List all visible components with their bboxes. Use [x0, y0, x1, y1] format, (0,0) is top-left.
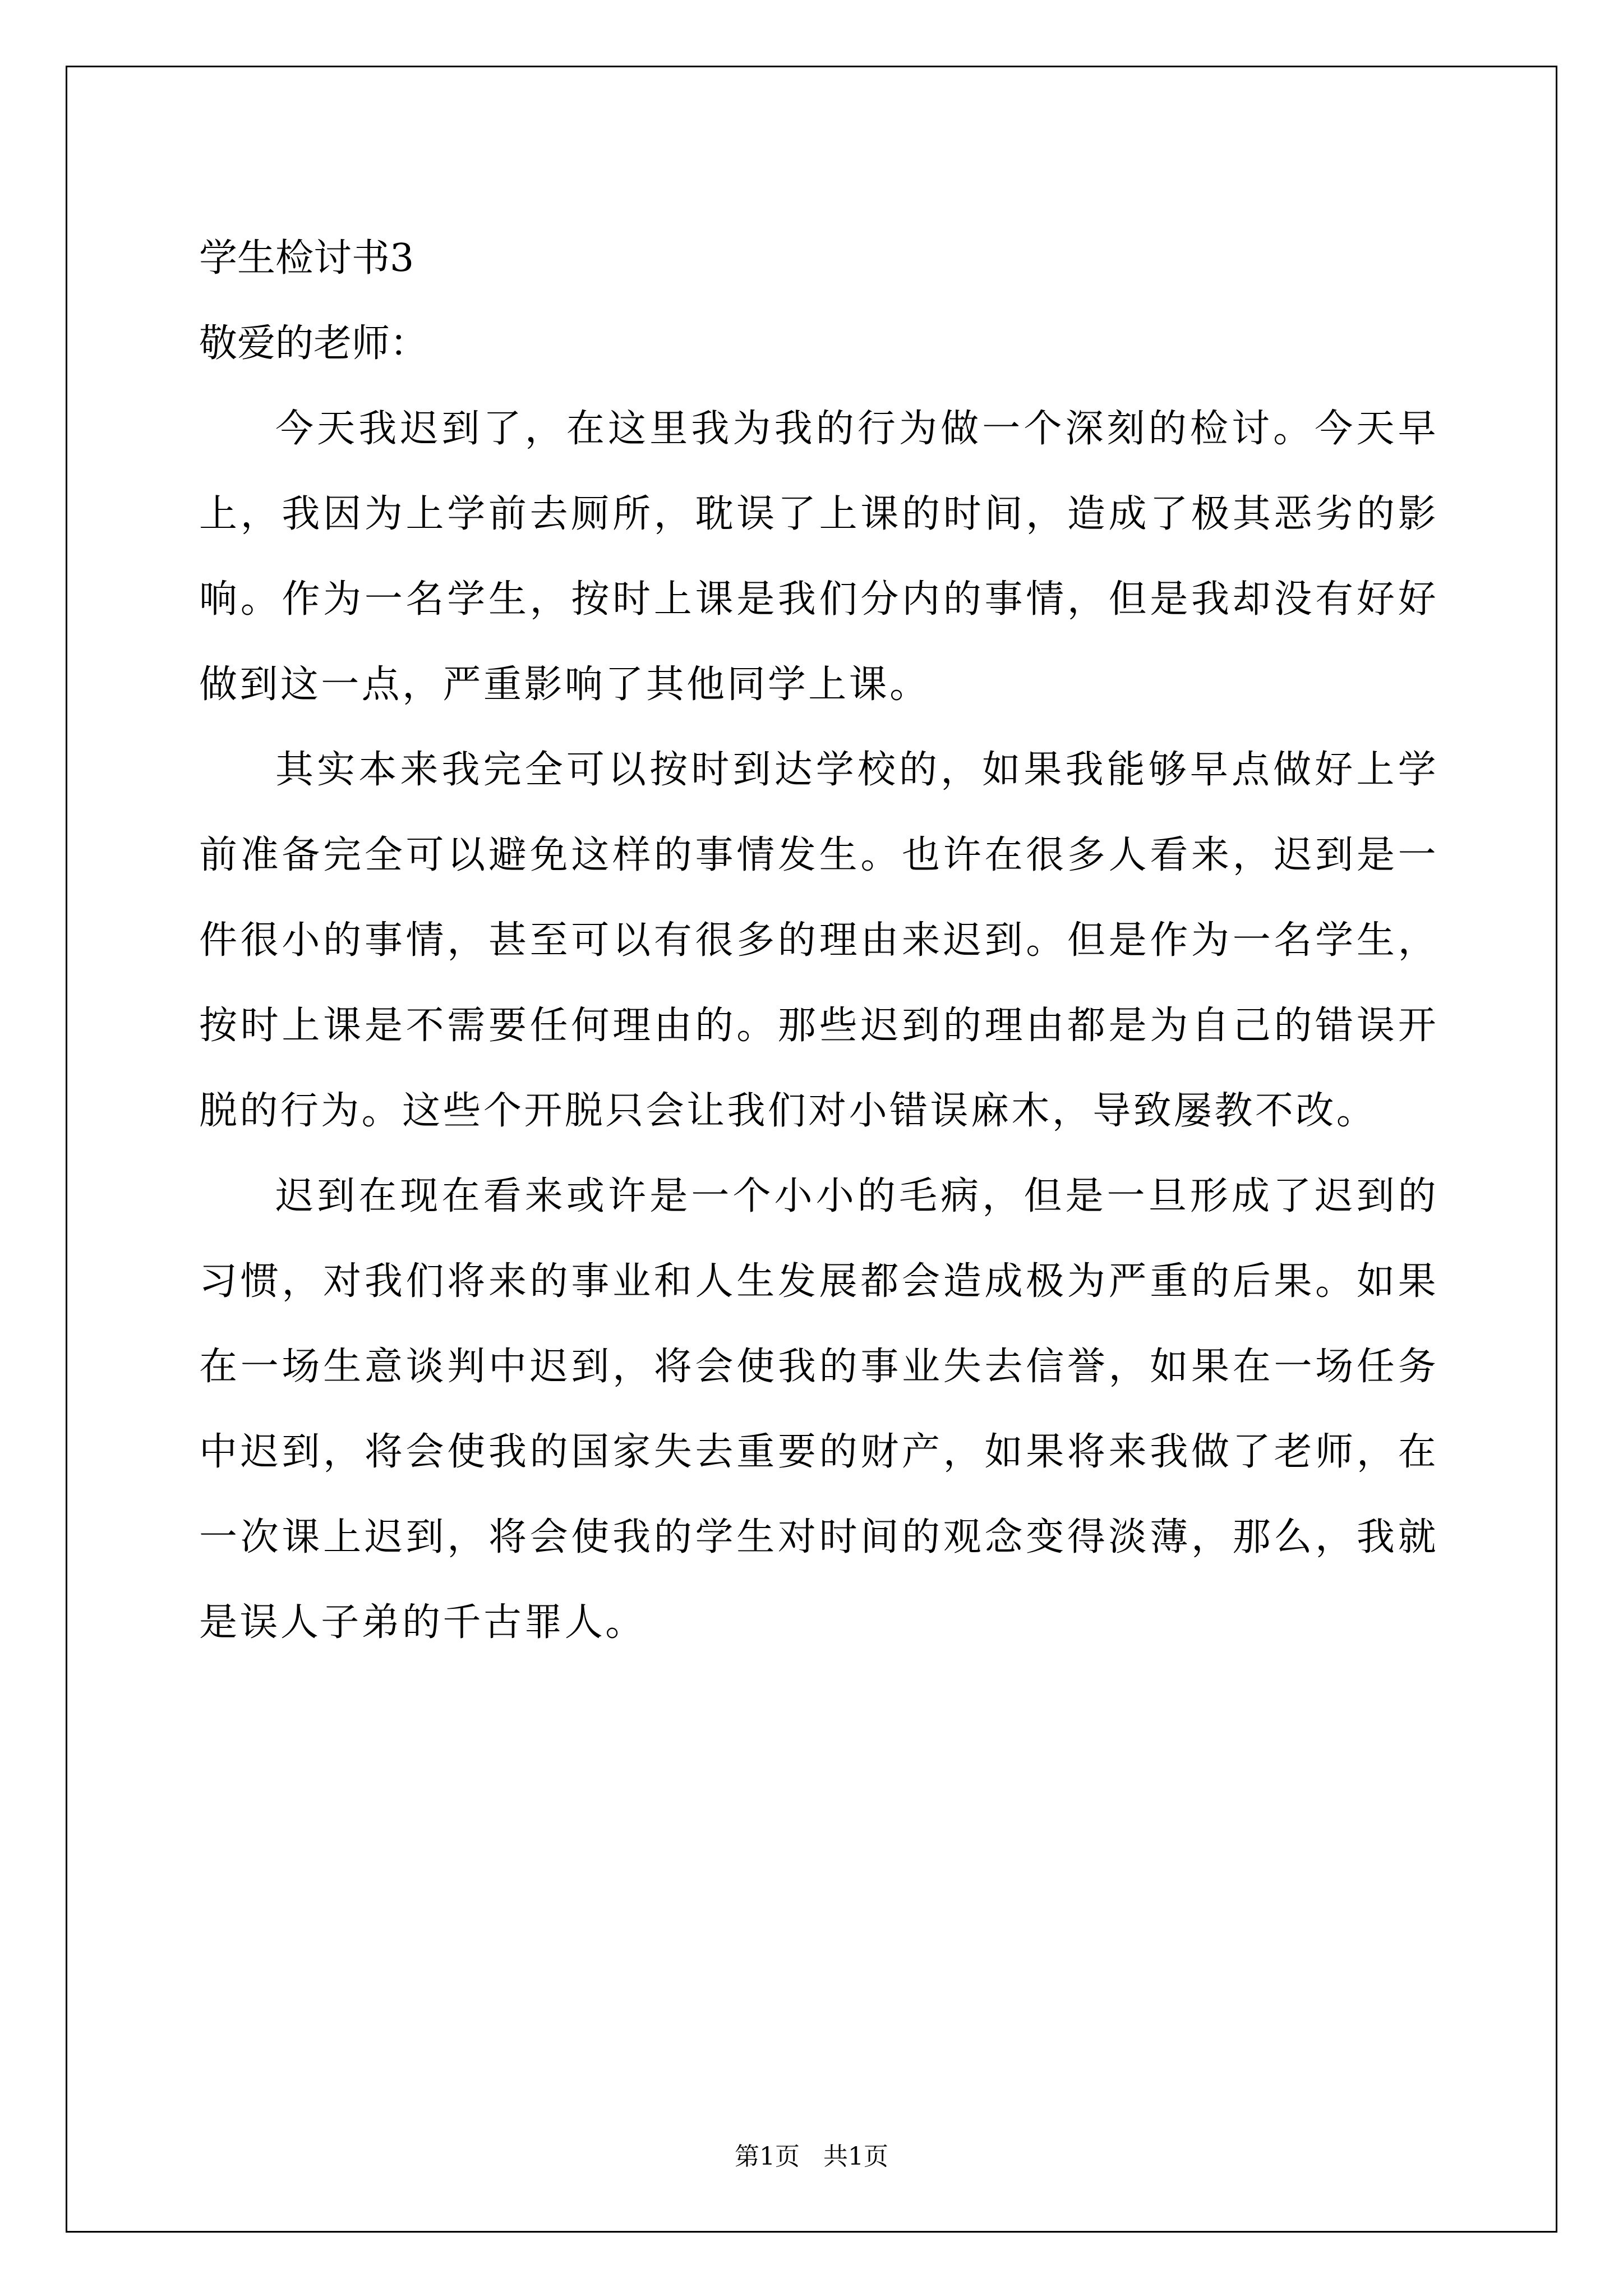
- document-body: [199, 216, 1438, 1665]
- salutation: 敬爱的老师：: [199, 321, 428, 366]
- paragraph: 今天我迟到了，在这里我为我的行为做一个深刻的检讨。今天早上，我因为上学前去厕所，耽误了上课的时间，造成了极其恶劣的影响。作为一名学生，按时上课是我们分内的事情，但是我却没有好好做到这一点，严重影响了其他同学上课。: [199, 407, 1438, 707]
- paragraph: 迟到在现在看来或许是一个小小的毛病，但是一旦形成了迟到的习惯，对我们将来的事业和人生发展都会造成极为严重的后果。如果在一场生意谈判中迟到，将会使我的事业失去信誉，如果在一场任务中迟到，将会使我的国家失去重要的财产，如果将来我做了老师，在一次课上迟到，将会使我的学生对时间的观念变得淡薄，那么，我就是误人子弟的千古罪人。: [199, 1174, 1438, 1645]
- paragraph: 其实本来我完全可以按时到达学校的，如果我能够早点做好上学前准备完全可以避免这样的事情发生。也许在很多人看来，迟到是一件很小的事情，甚至可以有很多的理由来迟到。但是作为一名学生，按时上课是不需要任何理由的。那些迟到的理由都是为自己的错误开脱的行为。这些个开脱只会让我们对小错误麻木，导致屡教不改。: [199, 748, 1438, 1133]
- page-number-footer: 第1页 共1页: [735, 2142, 888, 2171]
- document-title: 学生检讨书3: [199, 236, 414, 280]
